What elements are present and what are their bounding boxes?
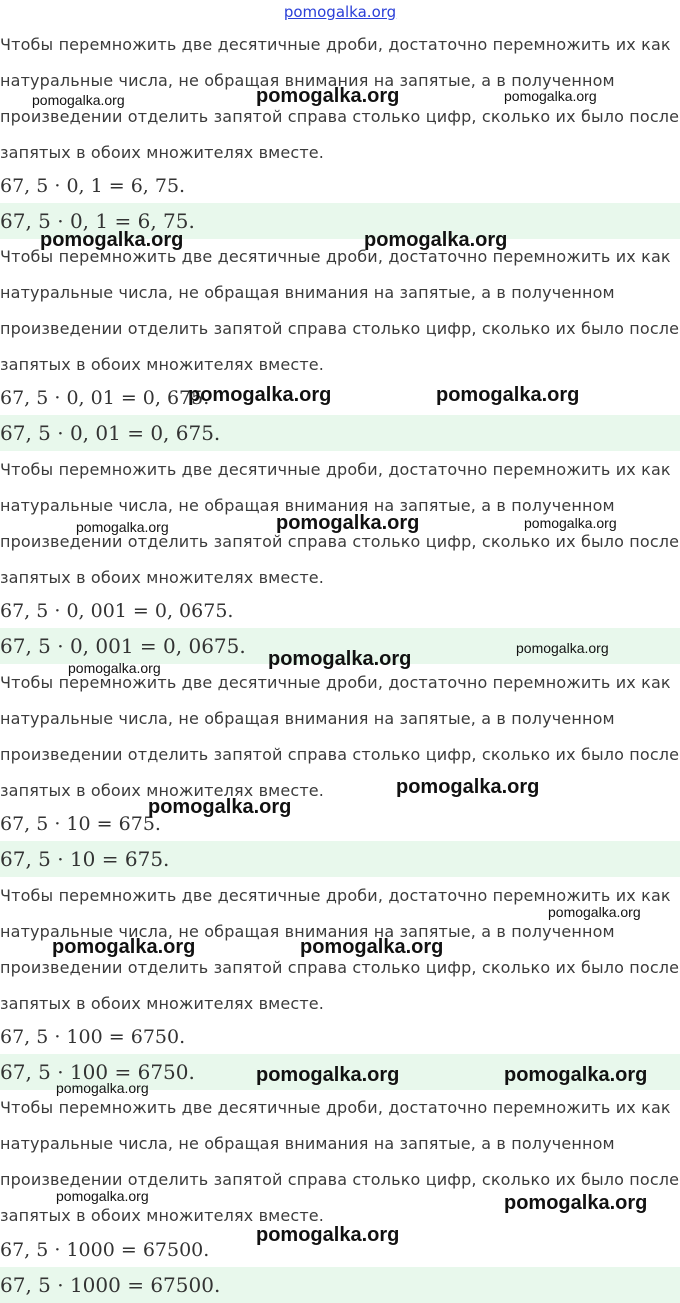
watermark: pomogalka.org [188, 384, 332, 406]
watermark: pomogalka.org [436, 384, 580, 406]
watermark: pomogalka.org [300, 936, 444, 958]
rule-line: запятых в обоих множителях вместе. [0, 143, 325, 162]
watermark: pomogalka.org [32, 92, 125, 108]
formula: 67, 5 · 10 = 675. [0, 813, 161, 835]
answer-box: 67, 5 · 1000 = 67500. [0, 1267, 680, 1303]
rule-line: натуральные числа, не обращая внимания на запятые, а в полученном [0, 496, 615, 515]
watermark: pomogalka.org [56, 1080, 149, 1096]
watermark: pomogalka.org [504, 1064, 648, 1086]
rule-line: Чтобы перемножить две десятичные дроби, достаточно перемножить их как [0, 886, 671, 905]
answer-box: 67, 5 · 0, 01 = 0, 675. [0, 415, 680, 451]
watermark: pomogalka.org [364, 229, 508, 251]
rule-line: Чтобы перемножить две десятичные дроби, достаточно перемножить их как [0, 460, 671, 479]
watermark: pomogalka.org [548, 904, 641, 920]
answer-box: 67, 5 · 100 = 6750. [0, 1054, 680, 1090]
watermark: pomogalka.org [524, 515, 617, 531]
watermark: pomogalka.org [256, 1224, 400, 1246]
watermark: pomogalka.org [504, 88, 597, 104]
rule-line: произведении отделить запятой справа столько цифр, сколько их было после [0, 107, 680, 126]
rule-line: произведении отделить запятой справа столько цифр, сколько их было после [0, 958, 680, 977]
formula: 67, 5 · 100 = 6750. [0, 1026, 186, 1048]
rule-line: произведении отделить запятой справа столько цифр, сколько их было после [0, 532, 680, 551]
rule-line: произведении отделить запятой справа столько цифр, сколько их было после [0, 1170, 680, 1189]
site-header-link[interactable]: pomogalka.org [283, 3, 397, 21]
answer-box: 67, 5 · 10 = 675. [0, 841, 680, 877]
watermark: pomogalka.org [276, 512, 420, 534]
formula: 67, 5 · 0, 001 = 0, 0675. [0, 600, 234, 622]
rule-line: натуральные числа, не обращая внимания на запятые, а в полученном [0, 71, 615, 90]
watermark: pomogalka.org [256, 85, 400, 107]
watermark: pomogalka.org [148, 796, 292, 818]
answer-box: 67, 5 · 0, 1 = 6, 75. [0, 203, 680, 239]
rule-line: Чтобы перемножить две десятичные дроби, достаточно перемножить их как [0, 1098, 671, 1117]
rule-line: натуральные числа, не обращая внимания на запятые, а в полученном [0, 283, 615, 302]
rule-line: запятых в обоих множителях вместе. [0, 1206, 325, 1225]
watermark: pomogalka.org [268, 648, 412, 670]
rule-line: запятых в обоих множителях вместе. [0, 568, 325, 587]
watermark: pomogalka.org [516, 640, 609, 656]
rule-line: натуральные числа, не обращая внимания на запятые, а в полученном [0, 922, 615, 941]
watermark: pomogalka.org [56, 1188, 149, 1204]
rule-line: произведении отделить запятой справа столько цифр, сколько их было после [0, 745, 680, 764]
rule-line: запятых в обоих множителях вместе. [0, 355, 325, 374]
answer-box: 67, 5 · 0, 001 = 0, 0675. [0, 628, 680, 664]
formula: 67, 5 · 0, 01 = 0, 675. [0, 387, 210, 409]
formula: 67, 5 · 0, 1 = 6, 75. [0, 175, 186, 197]
rule-line: запятых в обоих множителях вместе. [0, 781, 325, 800]
watermark: pomogalka.org [40, 229, 184, 251]
watermark: pomogalka.org [396, 776, 540, 798]
watermark: pomogalka.org [256, 1064, 400, 1086]
rule-line: Чтобы перемножить две десятичные дроби, достаточно перемножить их как [0, 673, 671, 692]
watermark: pomogalka.org [68, 660, 161, 676]
rule-line: Чтобы перемножить две десятичные дроби, достаточно перемножить их как [0, 35, 671, 54]
rule-line: запятых в обоих множителях вместе. [0, 994, 325, 1013]
rule-line: натуральные числа, не обращая внимания на запятые, а в полученном [0, 709, 615, 728]
watermark: pomogalka.org [504, 1192, 648, 1214]
formula: 67, 5 · 1000 = 67500. [0, 1239, 210, 1261]
watermark: pomogalka.org [76, 519, 169, 535]
watermark: pomogalka.org [52, 936, 196, 958]
rule-line: Чтобы перемножить две десятичные дроби, достаточно перемножить их как [0, 247, 671, 266]
rule-line: произведении отделить запятой справа столько цифр, сколько их было после [0, 319, 680, 338]
rule-line: натуральные числа, не обращая внимания на запятые, а в полученном [0, 1134, 615, 1153]
